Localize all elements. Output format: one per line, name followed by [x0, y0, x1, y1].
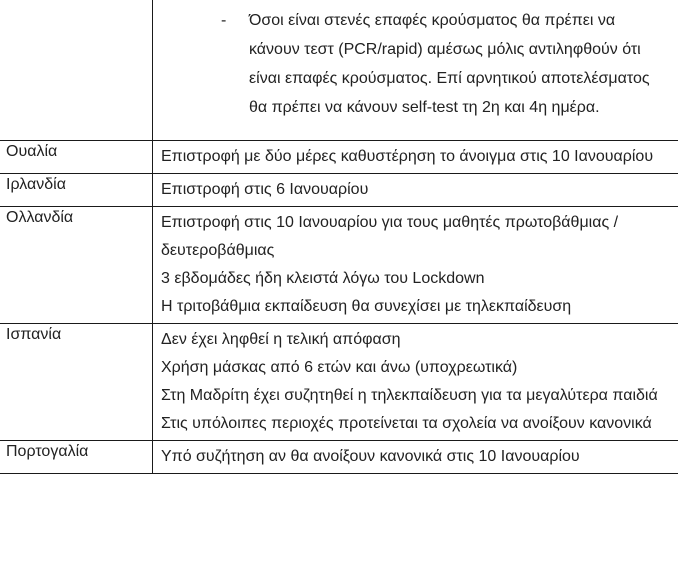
table-row [0, 141, 678, 174]
info-line: Επιστροφή στις 10 Ιανουαρίου για τους μαθητές πρωτοβάθμιας / δευτεροβάθμιας [161, 214, 619, 259]
info-line: Επιστροφή στις 6 Ιανουαρίου [161, 181, 369, 198]
country-cell: Ισπανία [0, 324, 153, 441]
table-row [0, 174, 678, 207]
bullet-item [161, 2, 670, 138]
info-cell [153, 141, 678, 174]
info-line: Επιστροφή με δύο μέρες καθυστέρηση το άνοιγμα στις 10 Ιανουαρίου [161, 148, 654, 165]
info-cell [153, 174, 678, 207]
info-cell [153, 324, 678, 441]
info-cell [153, 0, 678, 141]
country-cell: Ιρλανδία [0, 174, 153, 207]
table-row [0, 207, 678, 324]
info-line: Στις υπόλοιπες περιοχές προτείνεται τα σχολεία να ανοίξουν κανονικά [161, 415, 652, 432]
table-row [0, 441, 678, 474]
info-cell [153, 441, 678, 474]
bullet-text: Όσοι είναι στενές επαφές κρούσματος θα πρέπει να κάνουν τεστ (PCR/rapid) αμέσως μόλις αντιληφθούν ότι είναι επαφές κρούσματος. Επί αρνητικού αποτελέσματος θα πρέπει να κάνουν self-test τη 2η και 4η ημέρα. [249, 12, 650, 116]
country-cell: Πορτογαλία [0, 441, 153, 474]
info-cell [153, 207, 678, 324]
bullet-dash: - [221, 12, 227, 29]
info-line: Χρήση μάσκας από 6 ετών και άνω (υποχρεωτικά) [161, 359, 518, 376]
country-cell: Ουαλία [0, 141, 153, 174]
country-cell [0, 0, 153, 141]
table-row [0, 324, 678, 441]
info-line: Υπό συζήτηση αν θα ανοίξουν κανονικά στις 10 Ιανουαρίου [161, 448, 580, 465]
info-line: 3 εβδομάδες ήδη κλειστά λόγω του Lockdown [161, 270, 485, 287]
info-line: Στη Μαδρίτη έχει συζητηθεί η τηλεκπαίδευση για τα μεγαλύτερα παιδιά [161, 387, 658, 404]
info-line: Δεν έχει ληφθεί η τελική απόφαση [161, 331, 401, 348]
country-cell: Ολλανδία [0, 207, 153, 324]
info-line: Η τριτοβάθμια εκπαίδευση θα συνεχίσει με τηλεκπαίδευση [161, 298, 572, 315]
table-row [0, 0, 678, 141]
